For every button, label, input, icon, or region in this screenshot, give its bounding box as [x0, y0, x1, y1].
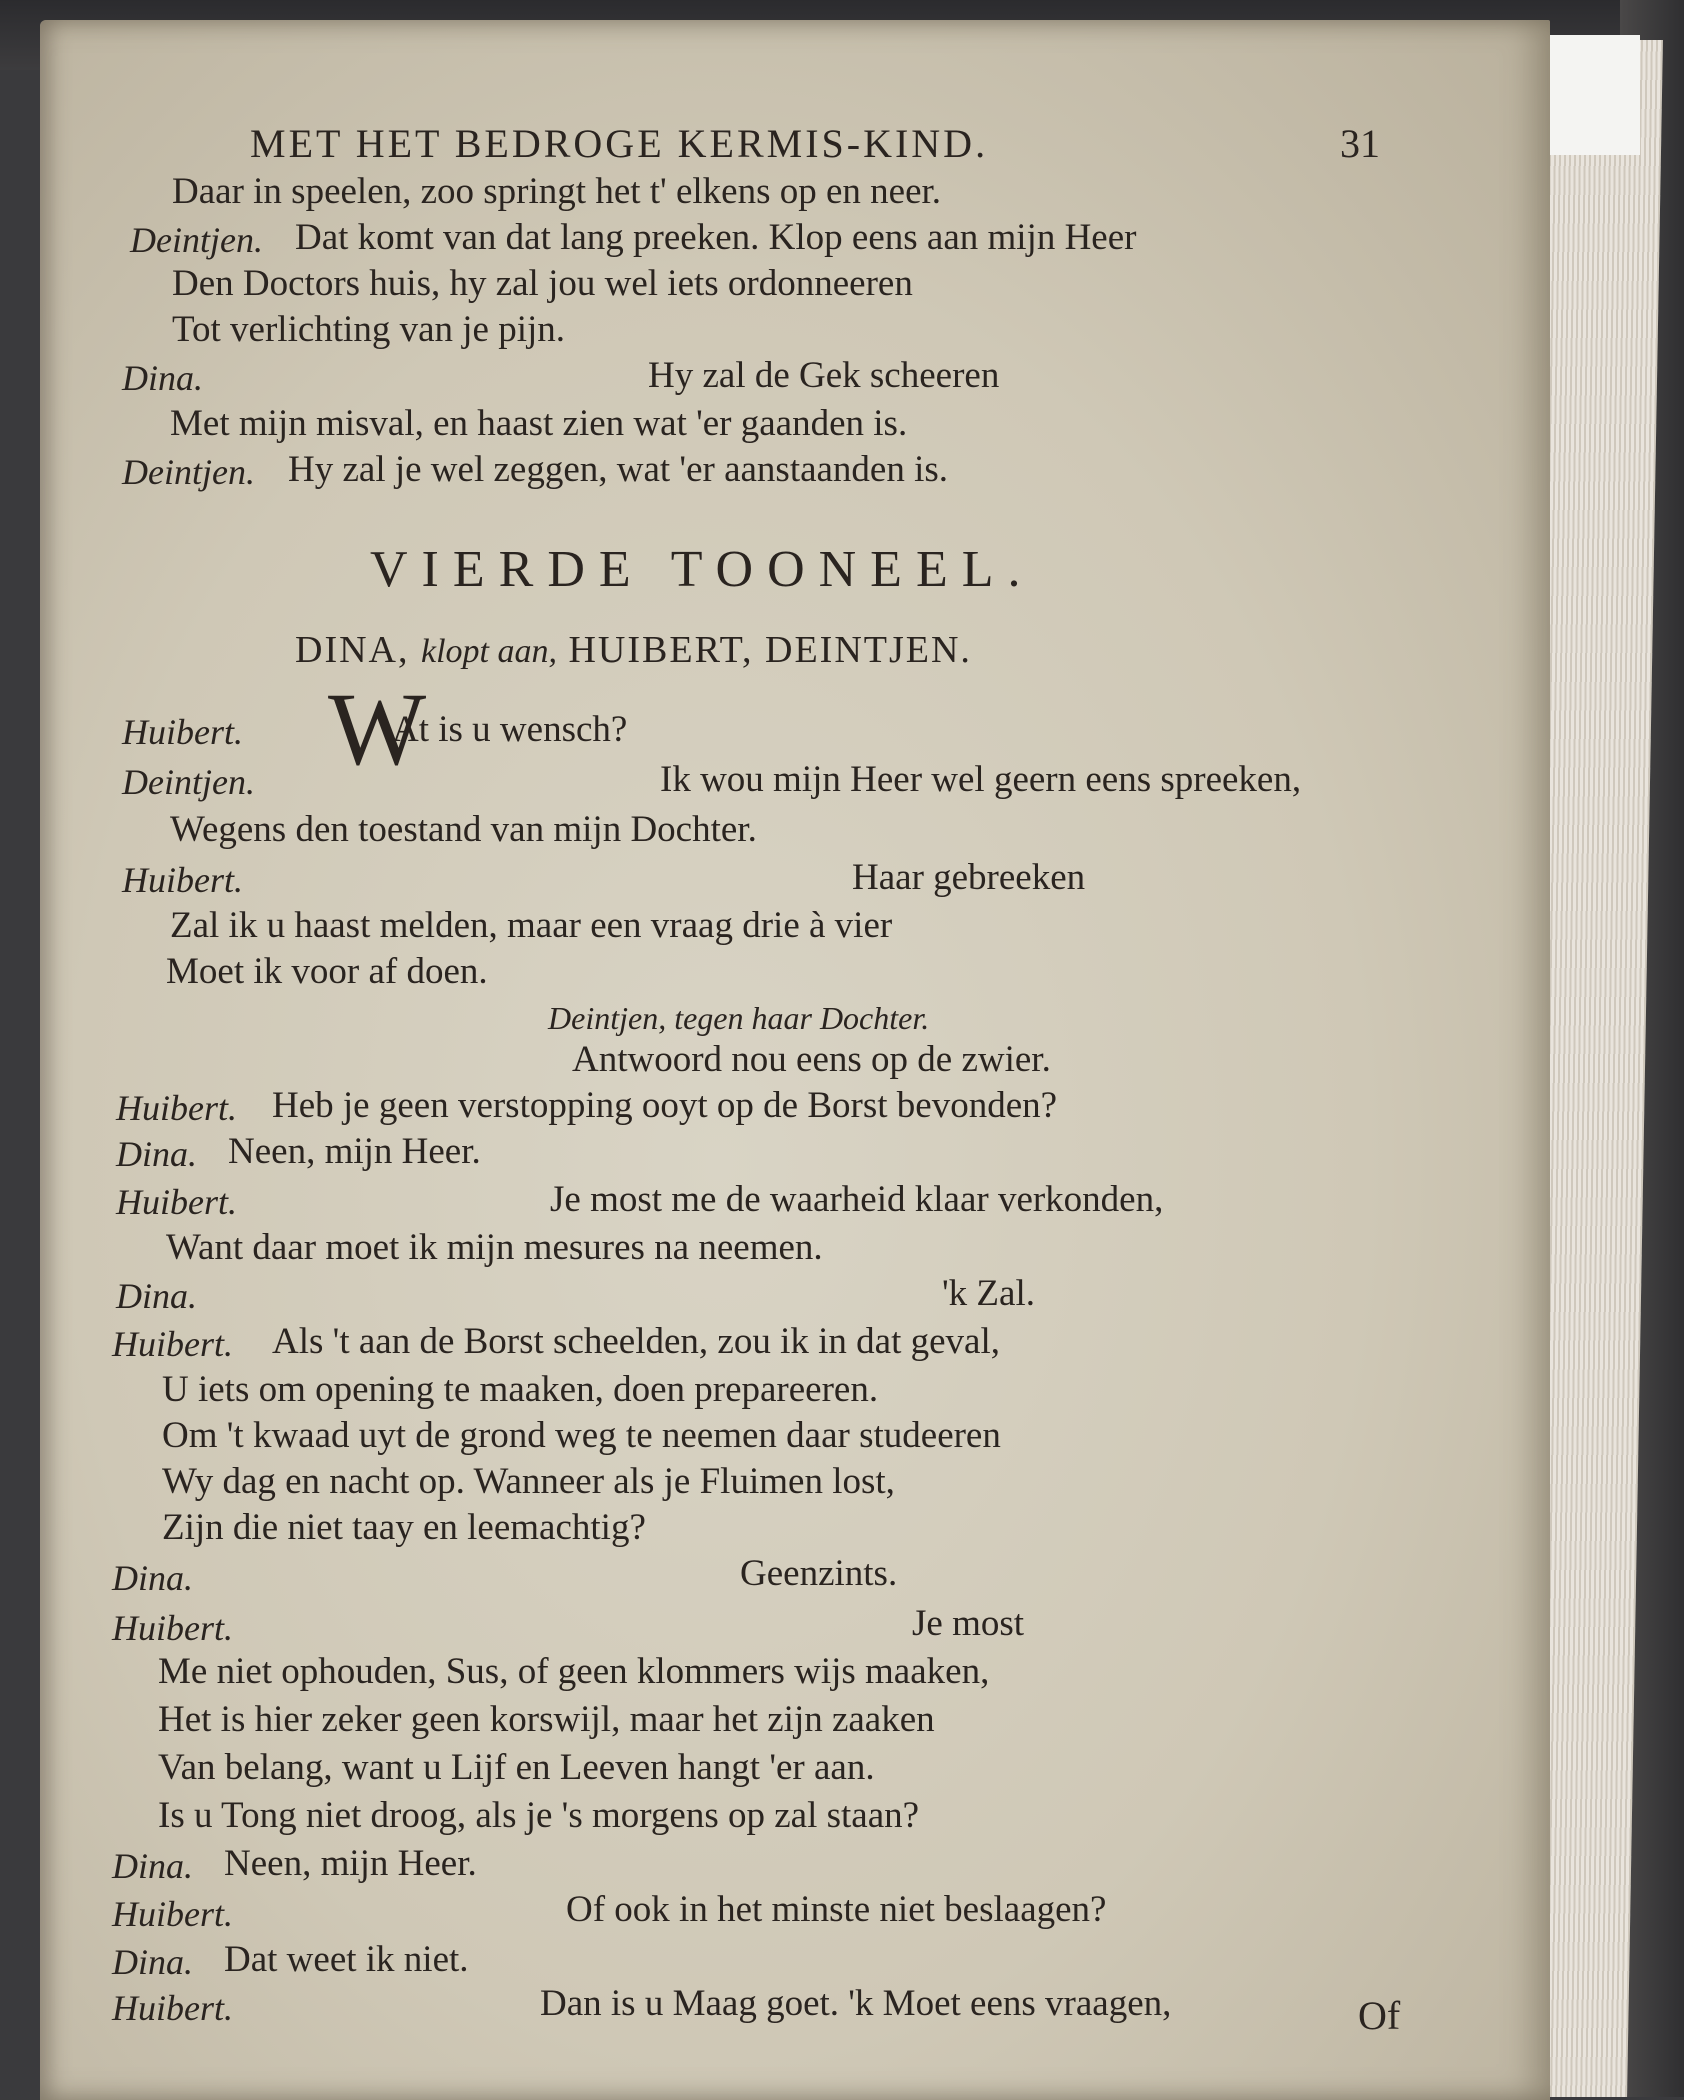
verse-line: Ik wou mijn Heer wel geern eens spreeken, [660, 759, 1302, 800]
speaker-label: Huibert. [112, 1894, 233, 1934]
verse-line: Of ook in het minste niet beslaagen? [566, 1889, 1107, 1930]
verse-line: Want daar moet ik mijn mesures na neemen. [166, 1227, 823, 1268]
speaker-label: Dina. [122, 358, 203, 398]
verse-line: Moet ik voor af doen. [166, 951, 488, 992]
verse-line: Is u Tong niet droog, als je 's morgens op zal staan? [158, 1795, 920, 1836]
verse-line: Met mijn misval, en haast zien wat 'er gaanden is. [170, 403, 908, 444]
speaker-label: Dina. [116, 1134, 197, 1174]
verse-line: Dat komt van dat lang preeken. Klop eens aan mijn Heer [295, 217, 1137, 258]
verse-line: Geenzints. [740, 1553, 898, 1594]
verse-line: Wegens den toestand van mijn Dochter. [170, 809, 757, 850]
speaker-label: Deintjen. [130, 220, 263, 260]
book-page [40, 20, 1550, 2100]
verse-line: Je most [912, 1603, 1025, 1644]
verse-line: Tot verlichting van je pijn. [172, 309, 566, 350]
speaker-label: Huibert. [112, 1608, 233, 1648]
verse-line: At is u wensch? [392, 709, 628, 750]
verse-line: U iets om opening te maaken, doen prepareeren. [162, 1369, 879, 1410]
verse-line: Om 't kwaad uyt de grond weg te neemen daar studeeren [162, 1415, 1001, 1456]
speaker-label: Huibert. [112, 1324, 233, 1364]
verse-line: 'k Zal. [942, 1273, 1035, 1314]
speaker-label: Huibert. [112, 1988, 233, 2028]
speaker-label: Deintjen. [122, 452, 255, 492]
speaker-label: Dina. [112, 1846, 193, 1886]
verse-line: Den Doctors huis, hy zal jou wel iets ordonneeren [172, 263, 913, 304]
verse-line: Zijn die niet taay en leemachtig? [162, 1507, 646, 1548]
speaker-label: Huibert. [122, 860, 243, 900]
verse-line: Wy dag en nacht op. Wanneer als je Fluimen lost, [162, 1461, 895, 1502]
verse-line: Dat weet ik niet. [224, 1939, 469, 1980]
verse-line: Je most me de waarheid klaar verkonden, [550, 1179, 1164, 1220]
verse-line: Zal ik u haast melden, maar een vraag drie à vier [170, 905, 893, 946]
speaker-label: Deintjen. [122, 762, 255, 802]
verse-line: Haar gebreeken [852, 857, 1086, 898]
verse-line: Het is hier zeker geen korswijl, maar het zijn zaaken [158, 1699, 935, 1740]
drop-cap: W [328, 672, 427, 787]
verse-line: Daar in speelen, zoo springt het t' elkens op en neer. [172, 171, 942, 212]
stage-direction: Deintjen, tegen haar Dochter. [548, 1000, 930, 1036]
verse-line: Heb je geen verstopping ooyt op de Borst bevonden? [272, 1085, 1058, 1126]
cast-name: HUIBERT, DEINTJEN. [568, 629, 972, 671]
cast-name: DINA, [295, 629, 410, 671]
verse-line: Me niet ophouden, Sus, of geen klommers wijs maaken, [158, 1651, 990, 1692]
verse-line: Neen, mijn Heer. [224, 1843, 477, 1884]
speaker-label: Huibert. [122, 712, 243, 752]
verse-line: Van belang, want u Lijf en Leeven hangt 'er aan. [158, 1747, 875, 1788]
speaker-label: Huibert. [116, 1088, 237, 1128]
verse-line: Als 't aan de Borst scheelden, zou ik in dat geval, [272, 1321, 1000, 1362]
page-number: 31 [1340, 121, 1380, 166]
cast-list [295, 628, 972, 672]
cast-action: klopt aan, [420, 633, 557, 670]
speaker-label: Huibert. [116, 1182, 237, 1222]
speaker-label: Dina. [112, 1942, 193, 1982]
catchword: Of [1358, 1993, 1401, 2038]
speaker-label: Dina. [112, 1558, 193, 1598]
speaker-label: Dina. [116, 1276, 197, 1316]
running-title: MET HET BEDROGE KERMIS-KIND. [250, 121, 989, 166]
verse-line: Hy zal je wel zeggen, wat 'er aanstaanden is. [288, 449, 949, 490]
verse-line: Dan is u Maag goet. 'k Moet eens vraagen, [540, 1983, 1172, 2024]
verse-line: Antwoord nou eens op de zwier. [572, 1039, 1051, 1080]
scene-title: VIERDE TOONEEL. [370, 541, 1035, 598]
verse-line: Hy zal de Gek scheeren [648, 355, 1000, 396]
verse-line: Neen, mijn Heer. [228, 1131, 481, 1172]
